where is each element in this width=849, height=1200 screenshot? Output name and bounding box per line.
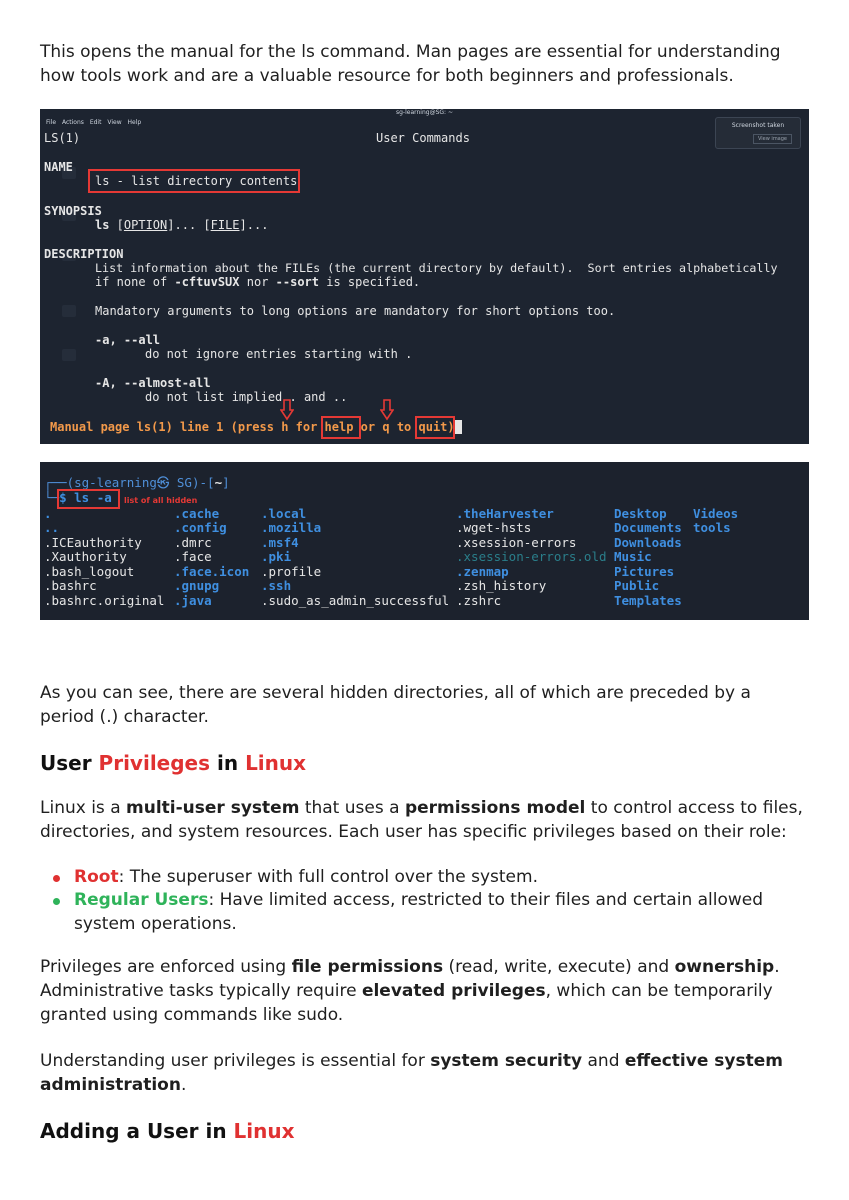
description-heading: DESCRIPTION — [44, 247, 124, 261]
list-item: .mozilla — [261, 520, 322, 535]
notification-title: Screenshot taken — [731, 122, 785, 129]
list-item: .bashrc.original — [44, 593, 165, 608]
privileges-paragraph: Privileges are enforced using file permissions (read, write, execute) and ownership. Administrative tasks typically require elevated privileges, which can be temporarily granted using commands like sudo. — [40, 957, 780, 1025]
arrow-down-icon — [280, 399, 294, 421]
list-item: .ssh — [261, 578, 292, 593]
list-item: . — [44, 506, 52, 521]
list-item: Desktop — [614, 506, 667, 521]
list-item: .java — [174, 593, 212, 608]
list-item: .ICEauthority — [44, 535, 142, 550]
synopsis-heading: SYNOPSIS — [44, 204, 102, 218]
arrow-down-icon — [380, 399, 394, 421]
man-header-center: User Commands — [376, 131, 470, 145]
list-item: Public — [614, 578, 660, 593]
list-item: Music — [614, 549, 652, 564]
terminal-menu — [46, 119, 141, 126]
list-item: .face — [174, 549, 212, 564]
option-A: -A, --almost-all — [95, 376, 211, 390]
list-item: .cache — [174, 506, 220, 521]
list-item: Documents — [614, 520, 682, 535]
linux-paragraph: Linux is a multi-user system that uses a permissions model to control access to files, directories, and system resources. Each user has specific privileges based on their role: — [40, 798, 803, 842]
list-item: .Xauthority — [44, 549, 127, 564]
list-item: Root: The superuser with full control over the system. — [40, 865, 810, 889]
highlight-box-command — [57, 489, 120, 509]
list-item: .zsh_history — [456, 578, 547, 593]
menu-view[interactable]: View — [107, 119, 122, 126]
list-item: .profile — [261, 564, 322, 579]
hidden-dirs-paragraph: As you can see, there are several hidden directories, all of which are preceded by a period (.) character. — [40, 683, 751, 727]
desktop-folder-icon — [62, 349, 76, 361]
synopsis-line: ls [OPTION]... [FILE]... — [95, 218, 269, 232]
list-item: .face.icon — [174, 564, 250, 579]
highlight-box-help — [321, 416, 361, 439]
list-item: .zenmap — [456, 564, 509, 579]
highlight-box — [88, 169, 300, 193]
list-item: .bash_logout — [44, 564, 135, 579]
list-item: Videos — [693, 506, 739, 521]
desktop-folder-icon — [62, 305, 76, 317]
desc-line-3: Mandatory arguments to long options are mandatory for short options too. — [95, 304, 616, 318]
menu-help[interactable]: Help — [127, 119, 142, 126]
list-item: Downloads — [614, 535, 682, 550]
list-item: .dmrc — [174, 535, 212, 550]
list-item: .xsession-errors — [456, 535, 577, 550]
list-item: .gnupg — [174, 578, 220, 593]
view-image-button[interactable]: View image — [753, 134, 792, 144]
list-item: .config — [174, 520, 227, 535]
name-heading: NAME — [44, 160, 73, 174]
list-item: Regular Users: Have limited access, restricted to their files and certain allowed system operations. — [40, 888, 810, 936]
list-item: .bashrc — [44, 578, 97, 593]
name-line: ls - list directory contents — [95, 174, 298, 188]
ls-a-screenshot — [40, 462, 809, 620]
command-line: └─$ ls -a — [44, 490, 112, 505]
highlight-box-quit — [415, 416, 455, 439]
intro-paragraph: This opens the manual for the ls command. Man pages are essential for understanding how tools work and are a valuable resource for both beginners and professionals. — [40, 42, 781, 86]
desc-line-2: if none of -cftuvSUX nor --sort is specified. — [95, 275, 421, 289]
menu-edit[interactable]: Edit — [89, 119, 102, 126]
list-item: .theHarvester — [456, 506, 554, 521]
list-item: .local — [261, 506, 307, 521]
option-a: -a, --all — [95, 333, 161, 347]
desc-line-1: List information about the FILEs (the current directory by default). Sort entries alphabetically — [95, 261, 778, 275]
understanding-paragraph: Understanding user privileges is essential for system security and effective system administration. — [40, 1051, 783, 1095]
option-a-desc: do not ignore entries starting with . — [145, 347, 413, 361]
option-A-desc: do not list implied . and .. — [145, 390, 348, 404]
screenshot-notification — [715, 117, 801, 149]
menu-actions[interactable]: Actions — [61, 119, 84, 126]
section-heading-adding-user: Adding a User in Linux — [40, 1119, 295, 1143]
list-item: .pki — [261, 549, 292, 564]
list-item: .wget-hsts — [456, 520, 532, 535]
man-status-line: Manual page ls(1) line 1 (press h for help or q to quit)​ — [50, 420, 462, 434]
window-title: sg-learning@SG: ~ — [396, 109, 453, 116]
list-item: Templates — [614, 593, 682, 608]
list-item: .. — [44, 520, 60, 535]
annotation-label: list of all hidden — [124, 496, 198, 505]
section-heading-privileges: User Privileges in Linux — [40, 751, 307, 775]
bullet-dot-icon — [53, 875, 60, 882]
bullet-dot-icon — [53, 898, 60, 905]
man-page-screenshot — [40, 109, 809, 444]
man-header-left: LS(1) — [44, 131, 81, 145]
list-item: .msf4 — [261, 535, 299, 550]
list-item: .xsession-errors.old — [456, 549, 607, 564]
list-item: .sudo_as_admin_successful — [261, 593, 450, 608]
list-item: tools — [693, 520, 731, 535]
prompt-line: ┌──(sg-learning㉿ SG)-[~] — [44, 475, 230, 490]
menu-file[interactable]: File — [46, 119, 57, 126]
list-item: .zshrc — [456, 593, 502, 608]
list-item: Pictures — [614, 564, 675, 579]
